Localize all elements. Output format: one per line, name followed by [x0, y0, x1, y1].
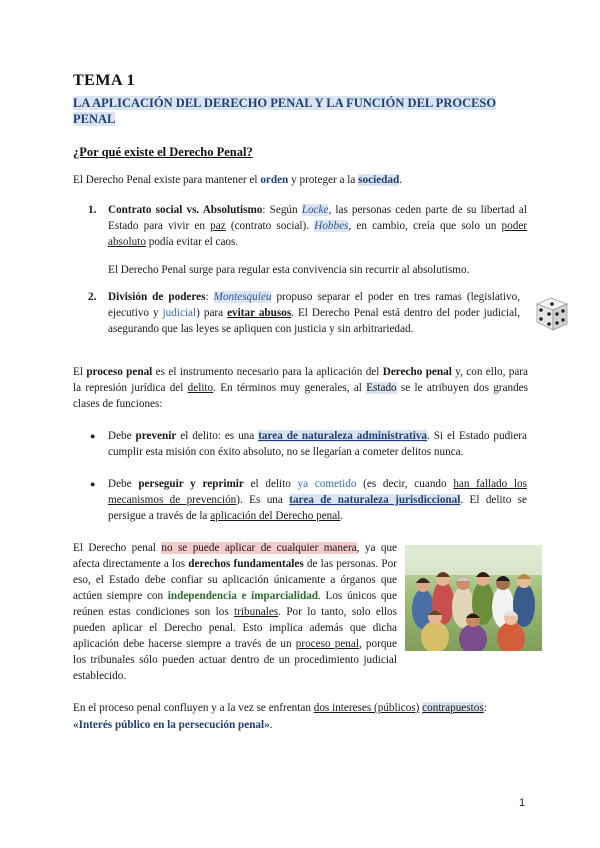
dice-icon: [531, 292, 573, 334]
bullet-item-prevenir: ● Debe prevenir el delito: es una tarea de naturaleza administrativa. Si el Estado pudiera cumplir esta misión con éxito absoluto, no se llegarían a cometer delitos nunca.: [90, 430, 527, 458]
aplicacion-paragraph: El Derecho penal no se puede aplicar de cualquier manera, ya que afecta directamente a los derechos fundamentales de las personas. Por eso, el Estado debe confiar su aplicación únicamente a órganos que actúen siempre con independencia e imparcialidad. Los únicos que reúnen estas condiciones son los tribunales. Por lo tanto, solo ellos pueden aplicar el Derecho penal. Esto implica además que dicha aplicación debe hacerse siempre a través de un proceso penal, porque los tribunales sólo pueden actuar dentro de un procedimiento judicial establecido.: [73, 542, 398, 682]
list-item-note: El Derecho Penal surge para regular esta convivencia sin recurrir al absolutismo.: [108, 264, 470, 276]
list-item-contrato: 1. Contrato social vs. Absolutismo: Según Locke, las personas ceden parte de su libertad al Estado para vivir en paz (contrato social). Hobbes, en cambio, creía que solo un poder absoluto podía evitar el caos.: [88, 204, 528, 248]
proceso-paragraph: El proceso penal es el instrumento necesario para la aplicación del Derecho penal y, con ello, para la represión jurídica del delito. En términos muy generales, al Estado se le atribuyen dos grandes clases de funciones:: [73, 366, 529, 410]
intro-paragraph: El Derecho Penal existe para mantener el orden y proteger a la sociedad.: [73, 174, 402, 186]
intereses-paragraph: En el proceso penal confluyen y a la vez se enfrentan dos intereses (públicos) contrapuestos: «Interés público en la persecución penal».: [73, 702, 487, 731]
page-title: TEMA 1: [73, 72, 136, 89]
group-photo: [405, 545, 542, 651]
page-number: 1: [519, 797, 526, 809]
list-item-division: 2. División de poderes: Montesquieu propuso separar el poder en tres ramas (legislativo, ejecutivo y judicial) para evitar abusos. El Derecho Penal está dentro del poder judicial, asegurando que las leyes se apliquen con justicia y sin arbitrariedad.: [88, 291, 521, 335]
section-heading: ¿Por qué existe el Derecho Penal?: [73, 145, 253, 159]
page-subtitle: LA APLICACIÓN DEL DERECHO PENAL Y LA FUNCIÓN DEL PROCESO PENAL: [73, 96, 497, 126]
bullet-item-perseguir: ● Debe perseguir y reprimir el delito ya cometido (es decir, cuando han fallado los mecanismos de prevención). Es una tarea de naturaleza jurisdiccional. El delito se persigue a través de la aplicación del Derecho penal.: [90, 478, 527, 522]
